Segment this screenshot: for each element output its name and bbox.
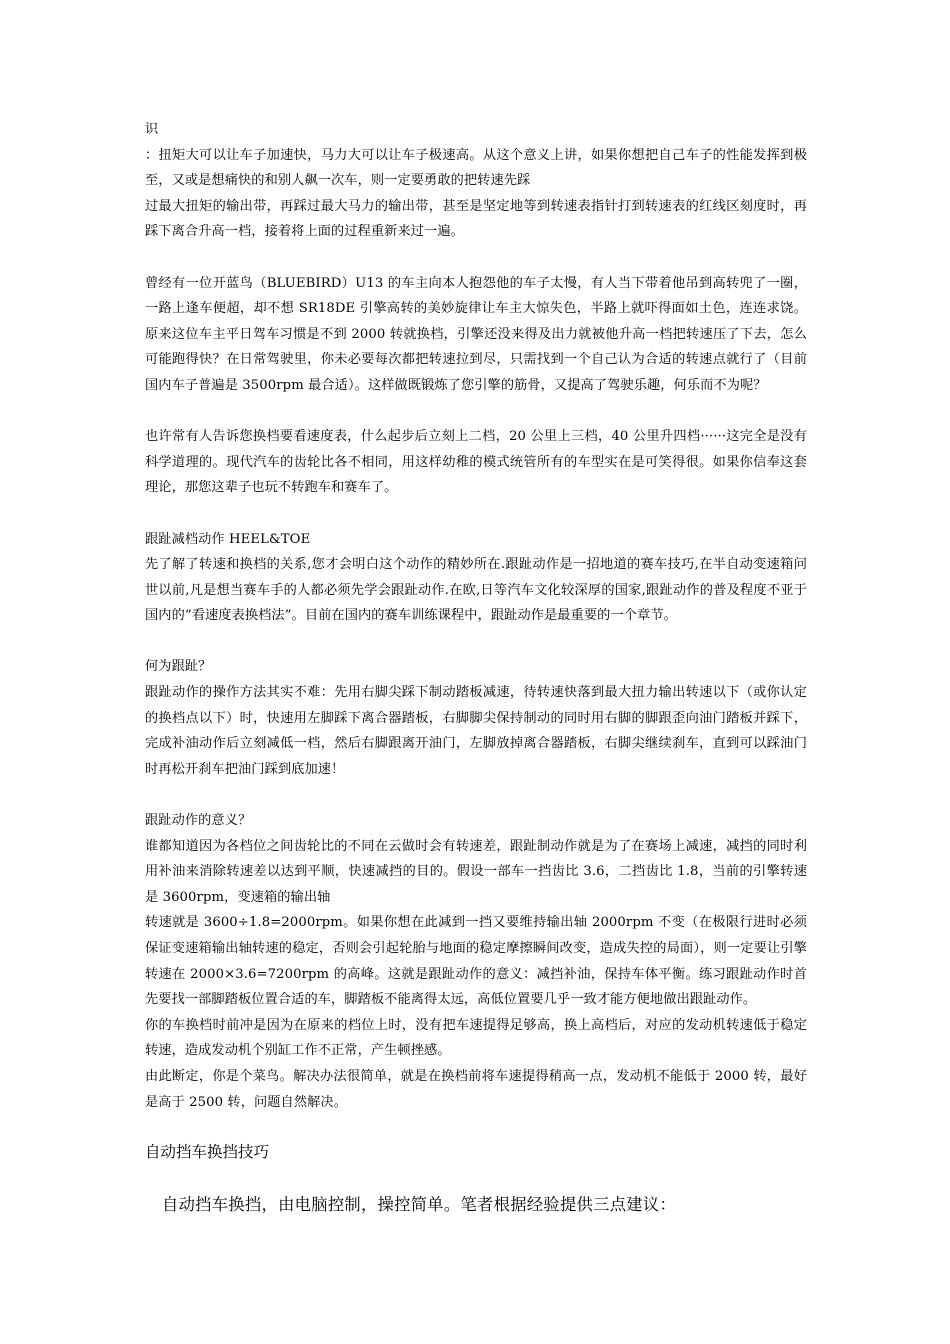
paragraph: 也许常有人告诉您换档要看速度表，什么起步后立刻上二档，20 公里上三档，40 公里升四档······这完全是没有科学道理的。现代汽车的齿轮比各不相同，用这样幼稚的模式统管所有的车型实在是可笑得很。如果你信奉这套理论，那您这辈子也玩不转跑车和赛车了。	[145, 429, 807, 496]
paragraph: 过最大扭矩的输出带，再踩过最大马力的输出带，甚至是坚定地等到转速表指针打到转速表的红线区刻度时，再踩下离合升高一档，接着将上面的过程重新来过一遍。	[145, 198, 807, 240]
paragraph: 先了解了转速和换档的关系,您才会明白这个动作的精妙所在.跟趾动作是一招地道的赛车技巧,在半自动变速箱问世以前,凡是想当赛车手的人都必须先学会跟趾动作.在欧,日等汽车文化较深厚的国家,跟趾动作的普及程度不亚于国内的“看速度表换档法”。目前在国内的赛车训练课程中，跟趾动作是最重要的一个章节。	[145, 557, 807, 624]
paragraph-automatic-shifting: 自动挡车换挡，由电脑控制，操控简单。笔者根据经验提供三点建议：	[162, 1195, 677, 1214]
paragraph-gap	[145, 501, 807, 527]
paragraph: 你的车换档时前冲是因为在原来的档位上时，没有把车速提得足够高，换上高档后，对应的发动机转速低于稳定转速，造成发动机个别缸工作不正常，产生顿挫感。	[145, 1017, 807, 1059]
section-title-heel-toe-meaning: 跟趾动作的意义？	[145, 813, 252, 829]
paragraph: 由此断定，你是个菜鸟。解决办法很简单，就是在换档前将车速提得稍高一点，发动机不能低于 2000 转，最好是高于 2500 转，问题自然解决。	[145, 1068, 807, 1110]
heading-automatic-shifting: 自动挡车换挡技巧	[145, 1143, 270, 1161]
paragraph: 曾经有一位开蓝鸟（BLUEBIRD）U13 的车主向本人抱怨他的车子太慢，有人当下带着他吊到高转兜了一圈，一路上逢车便超，却不想 SR18DE 引擎高转的美妙旋律让车主大惊失色，半路上就吓得面如土色，连连求饶。原来这位车主平日驾车习惯是不到 2000 转就换档，引擎还没来得及出力就被他升高一档把转速压了下去，怎么可能跑得快？在日常驾驶里，你未必要每次都把转速拉到尽，只需找到一个自己认为合适的转速点就行了（目前国内车子普遍是 3500rpm 最合适）。这样做既锻炼了您引擎的筋骨，又提高了驾驶乐趣，何乐而不为呢？	[145, 275, 807, 393]
section-title-what-is-heel-toe: 何为跟趾？	[145, 659, 212, 675]
paragraph-gap	[145, 782, 807, 808]
paragraph: 转速就是 3600÷1.8=2000rpm。如果你想在此减到一挡又要维持输出轴 2000rpm 不变（在极限行进时必须保证变速箱输出轴转速的稳定，否则会引起轮胎与地面的稳定摩擦瞬间改变，造成失控的局面），则一定要让引擎转速在 2000×3.6=7200rpm 的高峰。这就是跟趾动作的意义：减挡补油，保持车体平衡。练习跟趾动作时首先要找一部脚踏板位置合适的车，脚踏板不能离得太远，高低位置要几乎一致才能方便地做出跟趾动作。	[145, 915, 807, 1008]
paragraph-gap	[145, 399, 807, 425]
paragraph: ：扭矩大可以让车子加速快，马力大可以让车子极速高。从这个意义上讲，如果你想把自己车子的性能发挥到极至，又或是想痛快的和别人飙一次车，则一定要勇敢的把转速先踩	[145, 147, 807, 189]
body-text	[145, 117, 807, 1115]
paragraph-gap	[145, 629, 807, 655]
paragraph: 识	[145, 122, 159, 137]
paragraph: 跟趾动作的操作方法其实不难：先用右脚尖踩下制动踏板减速，待转速快落到最大扭力输出转速以下（或你认定的换档点以下）时，快速用左脚踩下离合器踏板，右脚脚尖保持制动的同时用右脚的脚跟歪向油门踏板并踩下，完成补油动作后立刻减低一档，然后右脚跟离开油门，左脚放掉离合器踏板，右脚尖继续刹车，直到可以踩油门时再松开刹车把油门踩到底加速！	[145, 685, 807, 777]
paragraph-gap	[145, 245, 807, 271]
paragraph: 谁都知道因为各档位之间齿轮比的不同在云做时会有转速差，跟趾制动作就是为了在赛场上减速，减挡的同时利用补油来消除转速差以达到平顺，快速减挡的目的。假设一部车一挡齿比 3.6，二挡齿比 1.8，当前的引擎转速是 3600rpm，变速箱的输出轴	[145, 838, 807, 905]
section-title-heel-toe: 跟趾减档动作 HEEL&TOE	[145, 531, 311, 547]
